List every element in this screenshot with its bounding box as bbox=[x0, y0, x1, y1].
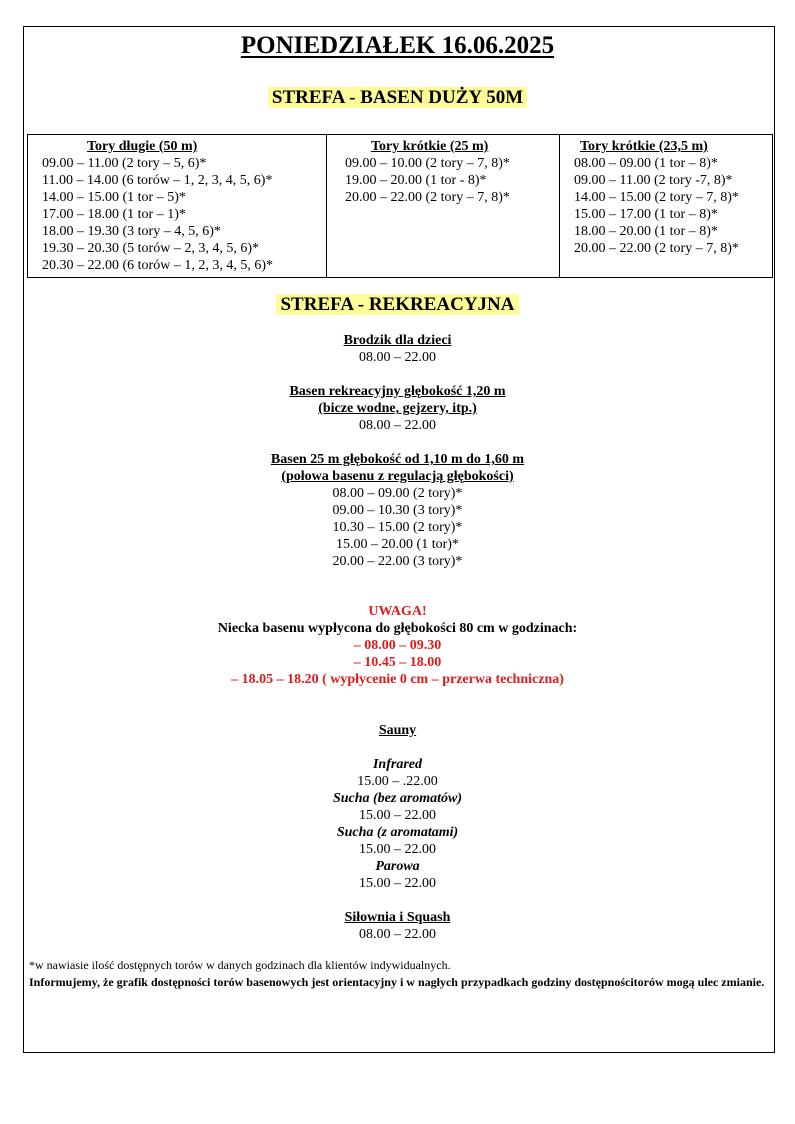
lane-slot: 09.00 – 10.00 (2 tory – 7, 8)* bbox=[345, 156, 510, 171]
sauna-hours: 15.00 – 22.00 bbox=[359, 808, 436, 823]
lanes-table bbox=[27, 134, 773, 278]
zone-recreation-heading: STREFA - REKREACYJNA bbox=[0, 293, 795, 317]
pool25-slot: 08.00 – 09.00 (2 tory)* bbox=[332, 486, 463, 501]
pool25-subtitle: (połowa basenu z regulacją głębokości) bbox=[281, 469, 514, 484]
lanes-column-short-25 bbox=[326, 135, 559, 277]
lane-slot: 09.00 – 11.00 (2 tory -7, 8)* bbox=[574, 173, 733, 188]
footnote: *w nawiasie ilość dostępnych torów w danych godzinach dla klientów indywidualnych. bbox=[29, 958, 451, 972]
warning-heading: UWAGA! bbox=[368, 604, 427, 619]
sauna-hours: 15.00 – .22.00 bbox=[357, 774, 438, 789]
lane-slot: 20.00 – 22.00 (2 tory – 7, 8)* bbox=[345, 190, 510, 205]
pool25-slot: 10.30 – 15.00 (2 tory)* bbox=[332, 520, 463, 535]
saunas-title: Sauny bbox=[378, 723, 417, 738]
lane-slot: 17.00 – 18.00 (1 tor – 1)* bbox=[42, 207, 186, 222]
lanes-column-header: Tory krótkie (25 m) bbox=[371, 139, 489, 154]
page-title: PONIEDZIAŁEK 16.06.2025 bbox=[240, 32, 555, 59]
warning-time: – 08.00 – 09.30 bbox=[353, 638, 442, 653]
warning-time: – 10.45 – 18.00 bbox=[353, 655, 442, 670]
sauna-name: Sucha (bez aromatów) bbox=[332, 791, 463, 806]
zone-big-pool-heading: STREFA - BASEN DUŻY 50M bbox=[0, 86, 795, 110]
lanes-column-long bbox=[28, 135, 326, 277]
warning-text: Niecka basenu wypłycona do głębokości 80 cm w godzinach: bbox=[217, 621, 578, 636]
pool25-slot: 20.00 – 22.00 (3 tory)* bbox=[332, 554, 463, 569]
sauna-name: Parowa bbox=[375, 859, 420, 874]
sauna-hours: 15.00 – 22.00 bbox=[359, 876, 436, 891]
kids-pool-title: Brodzik dla dzieci bbox=[343, 333, 452, 348]
rec-pool-subtitle: (bicze wodne, gejzery, itp.) bbox=[318, 401, 477, 416]
lane-slot: 15.00 – 17.00 (1 tor – 8)* bbox=[574, 207, 718, 222]
notes-section bbox=[29, 957, 774, 991]
lane-slot: 09.00 – 11.00 (2 tory – 5, 6)* bbox=[42, 156, 207, 171]
lane-slot: 20.30 – 22.00 (6 torów – 1, 2, 3, 4, 5, 6)* bbox=[42, 258, 273, 273]
recreation-section bbox=[0, 332, 795, 570]
gym-hours: 08.00 – 22.00 bbox=[359, 927, 436, 942]
lane-slot: 14.00 – 15.00 (1 tor – 5)* bbox=[42, 190, 186, 205]
sauna-hours: 15.00 – 22.00 bbox=[359, 842, 436, 857]
lane-slot: 18.00 – 19.30 (3 tory – 4, 5, 6)* bbox=[42, 224, 221, 239]
lane-slot: 14.00 – 15.00 (2 tory – 7, 8)* bbox=[574, 190, 739, 205]
warning-section bbox=[0, 603, 795, 688]
lane-slot: 08.00 – 09.00 (1 tor – 8)* bbox=[574, 156, 718, 171]
kids-pool-hours: 08.00 – 22.00 bbox=[359, 350, 436, 365]
lane-slot: 19.30 – 20.30 (5 torów – 2, 3, 4, 5, 6)* bbox=[42, 241, 259, 256]
gym-title: Siłownia i Squash bbox=[344, 910, 451, 925]
sauna-name: Sucha (z aromatami) bbox=[336, 825, 459, 840]
info-note: Informujemy, że grafik dostępności torów basenowych jest orientacyjny i w nagłych przypadkach godziny dostępnościtorów mogą ulec zmianie. bbox=[29, 975, 765, 989]
pool25-slot: 09.00 – 10.30 (3 tory)* bbox=[332, 503, 463, 518]
lane-slot: 18.00 – 20.00 (1 tor – 8)* bbox=[574, 224, 718, 239]
lanes-column-header: Tory krótkie (23,5 m) bbox=[580, 139, 708, 154]
lane-slot: 20.00 – 22.00 (2 tory – 7, 8)* bbox=[574, 241, 739, 256]
lane-slot: 11.00 – 14.00 (6 torów – 1, 2, 3, 4, 5, 6)* bbox=[42, 173, 273, 188]
lanes-column-header: Tory długie (50 m) bbox=[87, 139, 198, 154]
lanes-column-short-23-5 bbox=[559, 135, 772, 277]
rec-pool-title: Basen rekreacyjny głębokość 1,20 m bbox=[289, 384, 506, 399]
rec-pool-hours: 08.00 – 22.00 bbox=[359, 418, 436, 433]
pool25-slot: 15.00 – 20.00 (1 tor)* bbox=[336, 537, 459, 552]
pool25-title: Basen 25 m głębokość od 1,10 m do 1,60 m bbox=[270, 452, 525, 467]
lane-slot: 19.00 – 20.00 (1 tor - 8)* bbox=[345, 173, 487, 188]
saunas-section bbox=[0, 722, 795, 943]
warning-time: – 18.05 – 18.20 ( wypłycenie 0 cm – przerwa techniczna) bbox=[231, 672, 564, 687]
sauna-name: Infrared bbox=[372, 757, 422, 772]
